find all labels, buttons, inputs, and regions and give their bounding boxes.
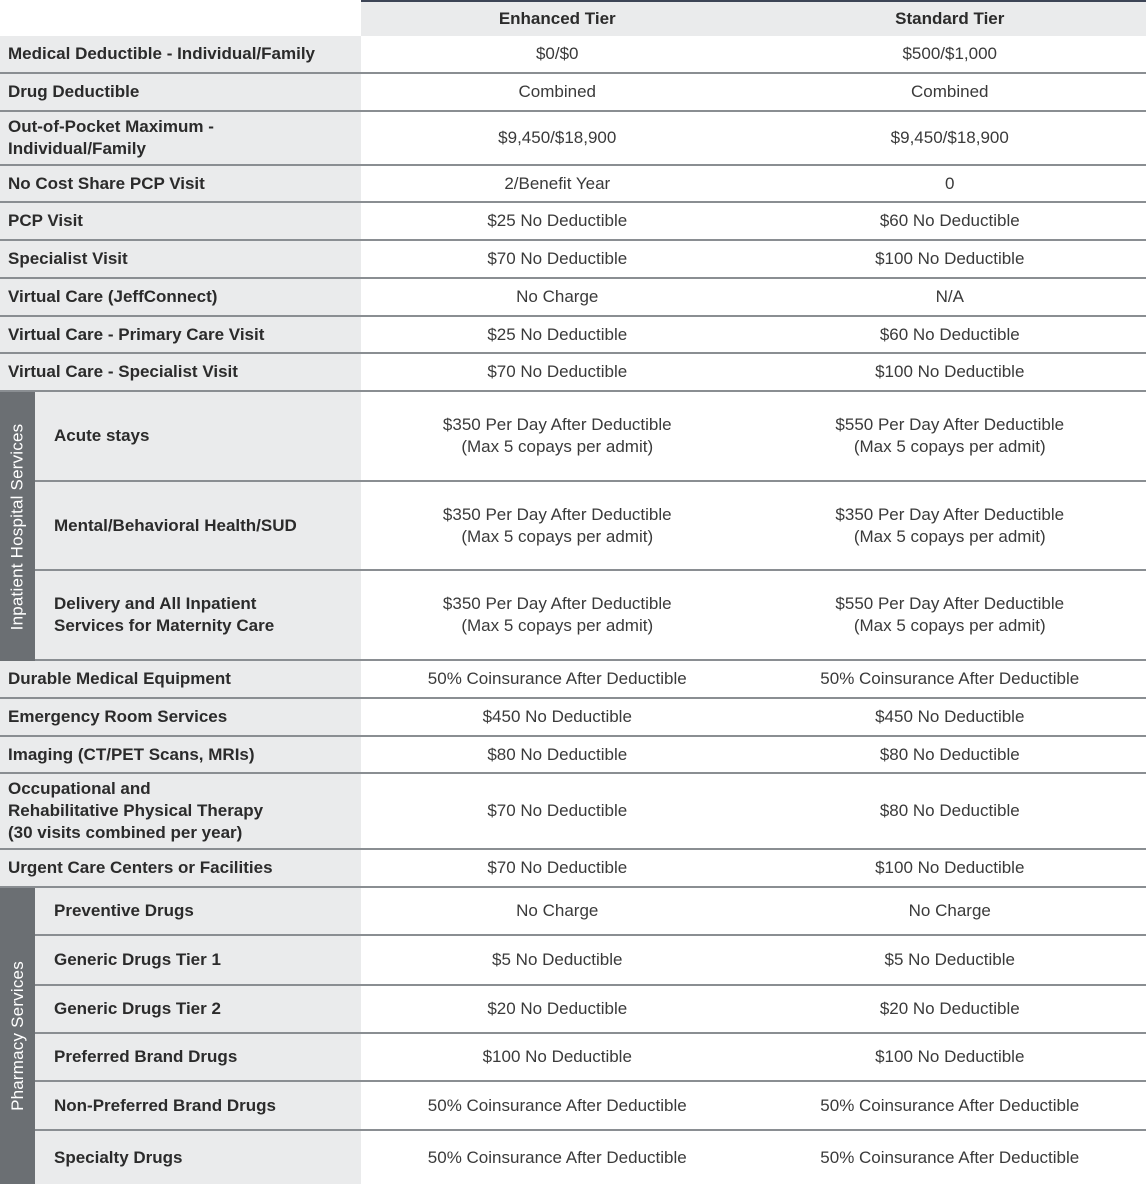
enhanced-value: $25 No Deductible (361, 203, 754, 239)
value-line: $350 Per Day After Deductible (835, 504, 1065, 524)
table-row (0, 888, 1146, 936)
row-label: Virtual Care (JeffConnect) (0, 279, 361, 315)
row-label-line: Rehabilitative Physical Therapy (8, 801, 264, 820)
row-label: Specialist Visit (0, 241, 361, 277)
enhanced-value: 50% Coinsurance After Deductible (361, 1131, 754, 1184)
enhanced-value: $100 No Deductible (361, 1034, 754, 1080)
row-label: Generic Drugs Tier 2 (0, 986, 361, 1032)
enhanced-value: No Charge (361, 888, 754, 934)
row-label: Virtual Care - Primary Care Visit (0, 317, 361, 352)
value-line: (Max 5 copays per admit) (461, 526, 654, 546)
standard-value: N/A (754, 279, 1146, 315)
standard-value: 50% Coinsurance After Deductible (754, 1131, 1146, 1184)
standard-value: $100 No Deductible (754, 850, 1146, 886)
group-label-text: Pharmacy Services (7, 961, 27, 1111)
standard-value: $60 No Deductible (754, 317, 1146, 352)
row-label-line: Occupational and (8, 779, 151, 798)
enhanced-value: $450 No Deductible (361, 699, 754, 735)
enhanced-value: $80 No Deductible (361, 737, 754, 772)
enhanced-value: 2/Benefit Year (361, 166, 754, 201)
table-row (0, 203, 1146, 241)
standard-value: $20 No Deductible (754, 986, 1146, 1032)
row-label: No Cost Share PCP Visit (0, 166, 361, 201)
table-row (0, 699, 1146, 737)
standard-value: $80 No Deductible (754, 737, 1146, 772)
enhanced-value: $70 No Deductible (361, 850, 754, 886)
standard-value (754, 392, 1146, 480)
enhanced-value: 50% Coinsurance After Deductible (361, 661, 754, 697)
row-label-line: Services for Maternity Care (54, 616, 275, 635)
table-row (0, 936, 1146, 986)
group-label-text: Inpatient Hospital Services (7, 423, 27, 630)
standard-value: $80 No Deductible (754, 774, 1146, 848)
row-label: Acute stays (0, 392, 361, 480)
table-row (0, 36, 1146, 74)
table-row (0, 571, 1146, 661)
enhanced-value: $70 No Deductible (361, 241, 754, 277)
row-label (0, 774, 361, 848)
enhanced-value: $0/$0 (361, 36, 754, 72)
row-label-line: Out-of-Pocket Maximum - (8, 117, 214, 136)
table-row (0, 737, 1146, 774)
enhanced-value: Combined (361, 74, 754, 110)
row-label (0, 571, 361, 659)
enhanced-value (361, 482, 754, 569)
row-label-line: Individual/Family (8, 139, 146, 158)
value-line: (Max 5 copays per admit) (461, 616, 654, 635)
standard-value: $9,450/$18,900 (754, 112, 1146, 164)
standard-value: $100 No Deductible (754, 1034, 1146, 1080)
row-label: Preferred Brand Drugs (0, 1034, 361, 1080)
row-label-line: Delivery and All Inpatient (54, 594, 257, 613)
enhanced-value: No Charge (361, 279, 754, 315)
row-label: Non-Preferred Brand Drugs (0, 1082, 361, 1129)
standard-value: $500/$1,000 (754, 36, 1146, 72)
table-row (0, 279, 1146, 317)
row-label: PCP Visit (0, 203, 361, 239)
header-enhanced-tier: Enhanced Tier (498, 9, 616, 28)
table-row (0, 241, 1146, 279)
value-line: (Max 5 copays per admit) (853, 616, 1046, 635)
standard-value (754, 571, 1146, 659)
standard-value: $5 No Deductible (754, 936, 1146, 984)
enhanced-value: $9,450/$18,900 (361, 112, 754, 164)
enhanced-value: $5 No Deductible (361, 936, 754, 984)
row-label-line: (30 visits combined per year) (8, 823, 243, 842)
standard-value: 50% Coinsurance After Deductible (754, 1082, 1146, 1129)
standard-value: $60 No Deductible (754, 203, 1146, 239)
value-line: (Max 5 copays per admit) (853, 526, 1046, 546)
value-line: $350 Per Day After Deductible (442, 415, 672, 434)
value-line: $350 Per Day After Deductible (442, 594, 672, 613)
row-label: Generic Drugs Tier 1 (0, 936, 361, 984)
header-standard-tier: Standard Tier (895, 9, 1005, 28)
table-header (361, 0, 1146, 36)
group-label-inpatient (0, 392, 35, 661)
table-row (0, 1034, 1146, 1082)
row-label: Specialty Drugs (0, 1131, 361, 1184)
standard-value: $100 No Deductible (754, 241, 1146, 277)
table-row (0, 1082, 1146, 1131)
table-row (0, 661, 1146, 699)
enhanced-value (361, 571, 754, 659)
row-label: Virtual Care - Specialist Visit (0, 354, 361, 390)
value-line: (Max 5 copays per admit) (461, 437, 654, 456)
table-row (0, 850, 1146, 888)
row-label: Durable Medical Equipment (0, 661, 361, 697)
standard-value: 50% Coinsurance After Deductible (754, 661, 1146, 697)
table-row (0, 774, 1146, 850)
row-label (0, 112, 361, 164)
row-label: Drug Deductible (0, 74, 361, 110)
standard-value: No Charge (754, 888, 1146, 934)
table-row (0, 74, 1146, 112)
enhanced-value: $70 No Deductible (361, 354, 754, 390)
standard-value: 0 (754, 166, 1146, 201)
table-row (0, 482, 1146, 571)
table-row (0, 392, 1146, 482)
enhanced-value: $70 No Deductible (361, 774, 754, 848)
standard-value (754, 482, 1146, 569)
table-row (0, 166, 1146, 203)
table-row (0, 112, 1146, 166)
row-label: Mental/Behavioral Health/SUD (0, 482, 361, 569)
value-line: (Max 5 copays per admit) (853, 437, 1046, 456)
value-line: $350 Per Day After Deductible (442, 504, 672, 524)
row-label: Emergency Room Services (0, 699, 361, 735)
enhanced-value: $20 No Deductible (361, 986, 754, 1032)
row-label: Medical Deductible - Individual/Family (0, 36, 361, 72)
standard-value: $100 No Deductible (754, 354, 1146, 390)
standard-value: $450 No Deductible (754, 699, 1146, 735)
standard-value: Combined (754, 74, 1146, 110)
value-line: $550 Per Day After Deductible (835, 594, 1065, 613)
row-label: Preventive Drugs (0, 888, 361, 934)
row-label: Imaging (CT/PET Scans, MRIs) (0, 737, 361, 772)
enhanced-value: $25 No Deductible (361, 317, 754, 352)
enhanced-value (361, 392, 754, 480)
table-row (0, 317, 1146, 354)
value-line: $550 Per Day After Deductible (835, 415, 1065, 434)
table-row (0, 1131, 1146, 1184)
group-label-pharmacy (0, 888, 35, 1184)
table-row (0, 354, 1146, 392)
enhanced-value: 50% Coinsurance After Deductible (361, 1082, 754, 1129)
table-row (0, 986, 1146, 1034)
row-label: Urgent Care Centers or Facilities (0, 850, 361, 886)
